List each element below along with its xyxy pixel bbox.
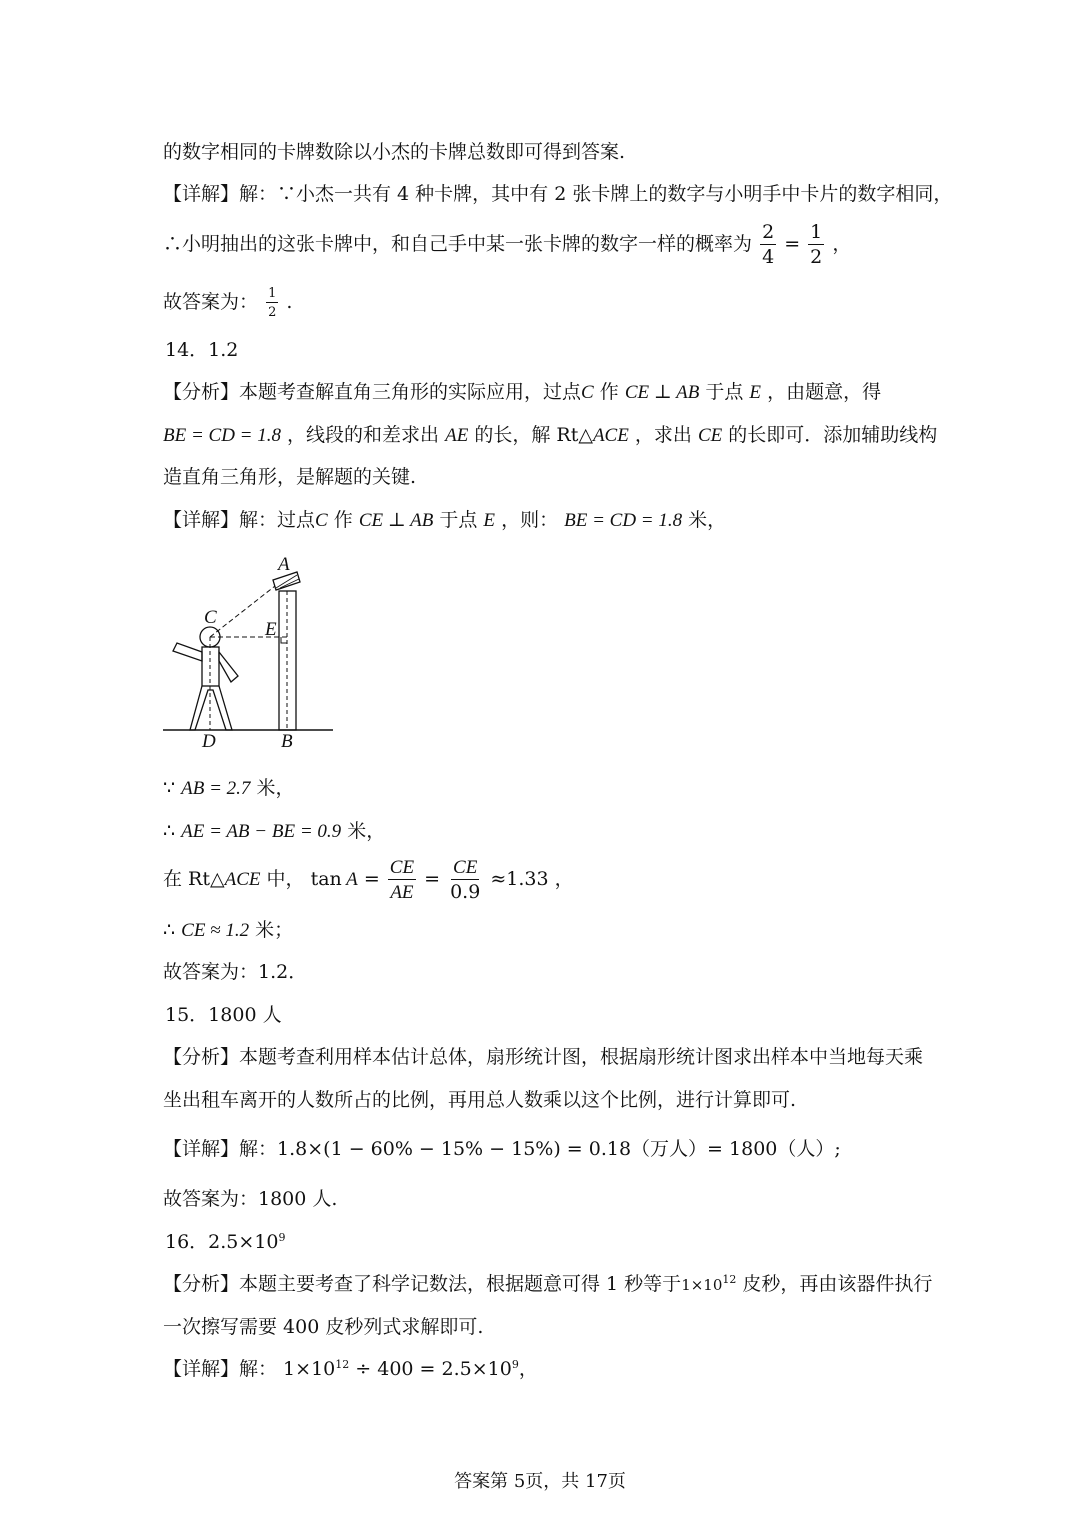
probability-line: ∴小明抽出的这张卡牌中，和自己手中某一张卡牌的数字一样的概率为 $\frac{2}{4}$ = $\frac{1}{2}$ ， (163, 221, 852, 268)
pole (279, 591, 296, 730)
analysis-line: 造直角三角形，是解题的关键. (163, 466, 417, 488)
analysis-line: 【分析】本题考查解直角三角形的实际应用，过点C 作 CE ⊥ AB 于点 E ，由题意，得 (163, 381, 882, 403)
analysis-line: 【分析】本题主要考查了科学记数法，根据题意可得 1 秒等于$1\times 10^{12}$ 皮秒，再由该器件执行 (163, 1273, 933, 1295)
legs (190, 686, 232, 730)
right-angle-mark (281, 637, 287, 643)
analysis-line: 【分析】本题考查利用样本估计总体，扇形统计图，根据扇形统计图求出样本中当地每天乘 (163, 1046, 924, 1068)
label-B: B (281, 731, 293, 752)
label-A: A (278, 554, 290, 575)
detail-line: 【详解】解：∵小杰一共有 4 种卡牌，其中有 2 张卡牌上的数字与小明手中卡片的数字相同， (163, 183, 953, 205)
analysis-line: BE = CD = 1.8 ，线段的和差求出 AE 的长，解 Rt△ACE ，求出 CE 的长即可．添加辅助线构 (163, 424, 938, 446)
detail-line: 【详解】解：过点C 作 CE ⊥ AB 于点 E ，则： BE = CD = 1.8 米， (163, 509, 727, 531)
detail-line: 【详解】解：1.8×(1 − 60% − 15% − 15%) = 0.18（万人）= 1800（人）; (163, 1138, 841, 1160)
detail-tag: 【详解】 (163, 183, 240, 205)
question-15-heading: 15．1800 人 (165, 1004, 282, 1026)
answer-line: 故答案为：1.2． (163, 961, 308, 983)
right-arm (219, 652, 238, 682)
question-14-heading: 14．1.2 (165, 339, 239, 361)
fraction-ce-ae: $\frac{CE}{AE}$ (389, 857, 415, 903)
analysis-line: 一次擦写需要 400 皮秒列式求解即可. (163, 1316, 484, 1338)
detail-line: 【详解】解： $1\times 10^{12} \div 400 = 2.5\times 10^9$， (163, 1358, 538, 1380)
analysis-line: 坐出租车离开的人数所占的比例，再用总人数乘以这个比例，进行计算即可. (163, 1089, 797, 1111)
question-16-heading: 16．$2.5\times 10^9$ (165, 1231, 286, 1253)
solution-line: ∵ AB = 2.7 米， (163, 777, 295, 799)
text-line: 的数字相同的卡牌数除以小杰的卡牌总数即可得到答案. (163, 141, 626, 163)
answer-fraction: $\frac{1}{2}$ (268, 286, 277, 320)
fraction-2-4: $\frac{2}{4}$ (762, 221, 775, 268)
label-E: E (265, 619, 277, 640)
fraction-ce-0.9: $\frac{CE}{0.9}$ (450, 857, 481, 903)
solution-line: ∴ AE = AB − BE = 0.9 米， (163, 820, 386, 842)
geometry-figure (155, 548, 335, 758)
answer-line: 故答案为：1800 人. (163, 1188, 338, 1210)
label-D: D (202, 731, 216, 752)
left-arm (173, 643, 202, 661)
label-C: C (204, 607, 217, 628)
answer-line: 故答案为： $\frac{1}{2}$ . (163, 286, 293, 320)
tan-line: 在 Rt△ACE 中， tan A = $\frac{CE}{AE}$ = $\frac{CE}{0.9}$ ≈1.33 ， (163, 857, 574, 903)
fraction-1-2: $\frac{1}{2}$ (810, 221, 823, 268)
solution-line: ∴ CE ≈ 1.2 米； (163, 919, 294, 941)
page-footer: 答案第 5页，共 17页 (454, 1471, 626, 1492)
